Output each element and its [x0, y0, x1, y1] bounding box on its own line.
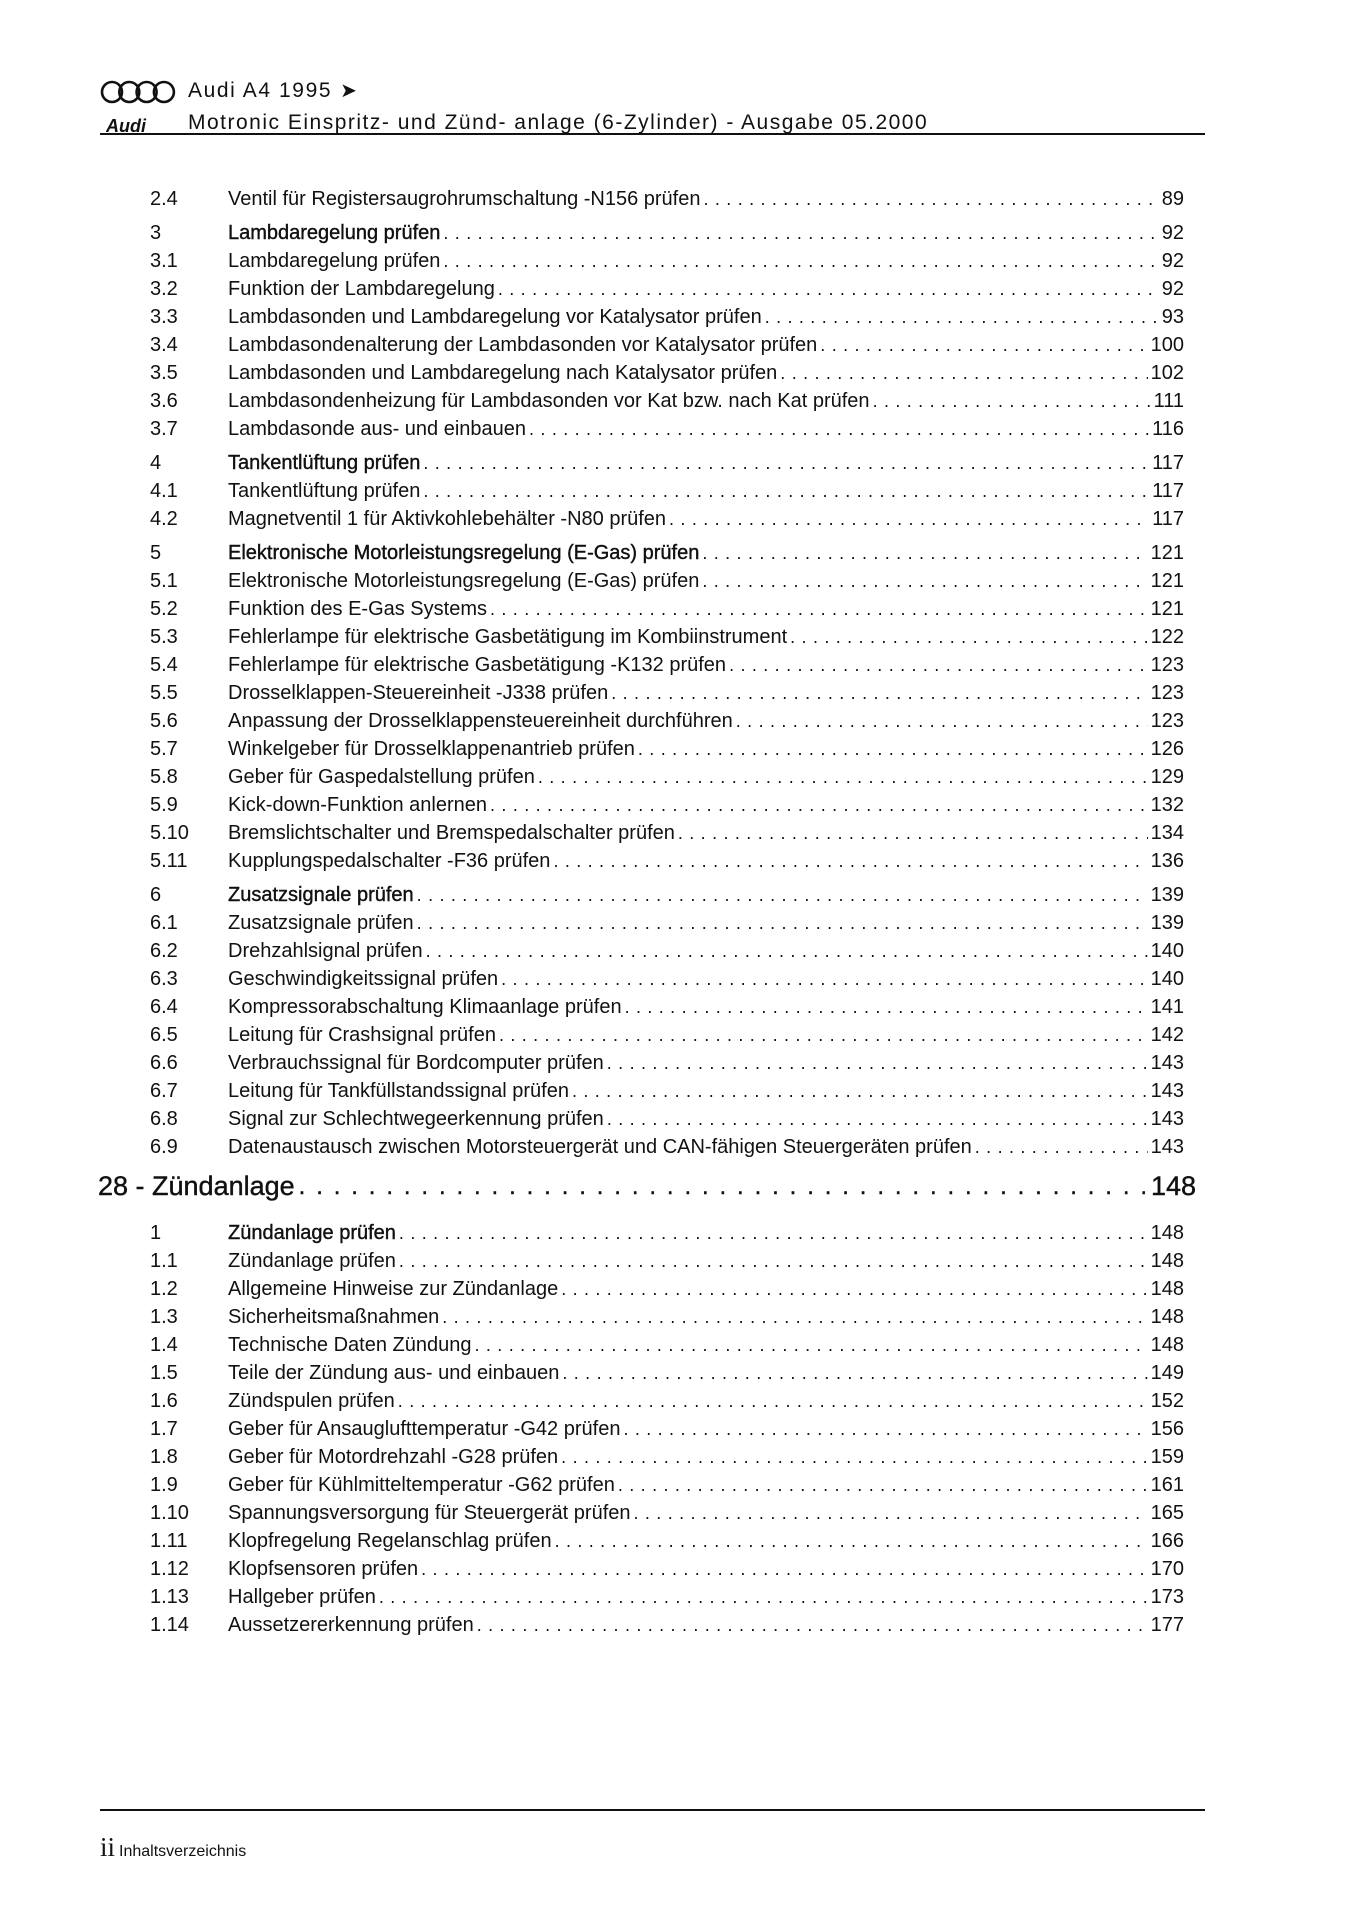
toc-section-entry[interactable]	[150, 1220, 1184, 1246]
toc-leader-dots	[702, 540, 1147, 566]
toc-entry-page: 140	[1150, 940, 1184, 962]
toc-entry-number: 6.8	[150, 1108, 178, 1130]
toc-entry-page: 132	[1150, 794, 1184, 816]
toc-leader-dots	[611, 680, 1147, 706]
toc-entry[interactable]	[150, 966, 1184, 992]
document-title-text: Audi A4 1995	[188, 79, 333, 102]
toc-entry-number: 3.6	[150, 390, 178, 412]
toc-entry-page: 89	[1161, 188, 1184, 210]
toc-entry[interactable]	[150, 332, 1184, 358]
toc-entry-title: Elektronische Motorleistungsregelung (E-Gas) prüfen	[228, 570, 700, 592]
toc-leader-dots	[399, 1220, 1148, 1246]
toc-entry[interactable]	[150, 1472, 1184, 1498]
toc-entry-page: 116	[1152, 418, 1184, 440]
page-number: ii	[100, 1832, 116, 1862]
chapter-title: 28 - Zündanlage	[98, 1171, 295, 1201]
toc-entry-number: 1.11	[150, 1530, 188, 1552]
toc-leader-dots	[625, 994, 1148, 1020]
toc-entry-page: 148	[1150, 1278, 1184, 1300]
toc-entry-title: Tankentlüftung prüfen	[228, 452, 421, 474]
toc-entry-number: 1.9	[150, 1474, 178, 1496]
toc-entry-title: Geber für Gaspedalstellung prüfen	[228, 766, 535, 788]
arrow-right-icon: ➤	[340, 80, 359, 102]
footer-label: Inhaltsverzeichnis	[119, 1843, 247, 1860]
document-subtitle: Motronic Einspritz- und Zünd- anlage (6-Zylinder) - Ausgabe 05.2000	[188, 111, 929, 134]
toc-leader-dots	[975, 1134, 1148, 1160]
toc-leader-dots	[417, 910, 1148, 936]
toc-leader-dots	[702, 568, 1147, 594]
toc-leader-dots	[442, 1304, 1147, 1330]
toc-leader-dots	[501, 966, 1147, 992]
toc-entry[interactable]	[150, 1106, 1184, 1132]
toc-entry-page: 129	[1150, 766, 1184, 788]
toc-entry[interactable]	[150, 994, 1184, 1020]
toc-entry-title: Geber für Ansauglufttemperatur -G42 prüfen	[228, 1418, 621, 1440]
toc-entry-title: Elektronische Motorleistungsregelung (E-Gas) prüfen	[228, 542, 700, 564]
toc-entry-title: Sicherheitsmaßnahmen	[228, 1306, 440, 1328]
toc-entry-page: 148	[1150, 1250, 1184, 1272]
toc-entry-title: Funktion des E-Gas Systems	[228, 598, 487, 620]
toc-entry-page: 141	[1150, 996, 1184, 1018]
toc-entry[interactable]	[150, 680, 1184, 706]
toc-entry-title: Bremslichtschalter und Bremspedalschalter prüfen	[228, 822, 675, 844]
toc-entry-page: 140	[1150, 968, 1184, 990]
toc-entry-number: 1.10	[150, 1502, 189, 1524]
toc-entry-page: 123	[1150, 682, 1184, 704]
toc-entry-title: Aussetzererkennung prüfen	[228, 1614, 474, 1636]
toc-entry[interactable]	[150, 568, 1184, 594]
toc-leader-dots	[607, 1106, 1148, 1132]
toc-section-entry[interactable]	[150, 882, 1184, 908]
toc-entry[interactable]	[150, 708, 1184, 734]
toc-entry-title: Magnetventil 1 für Aktivkohlebehälter -N80 prüfen	[228, 508, 667, 530]
toc-entry-number: 5.2	[150, 598, 178, 620]
toc-entry[interactable]	[150, 1500, 1184, 1526]
toc-entry-page: 149	[1150, 1362, 1184, 1384]
toc-leader-dots	[623, 1416, 1147, 1442]
toc-entry-title: Winkelgeber für Drosselklappenantrieb prüfen	[228, 738, 635, 760]
toc-section-entry[interactable]	[150, 450, 1184, 476]
toc-entry-title: Fehlerlampe für elektrische Gasbetätigung im Kombiinstrument	[228, 626, 788, 648]
toc-entry-number: 4	[150, 452, 162, 474]
toc-leader-dots	[765, 304, 1159, 330]
toc-entry-number: 6	[150, 884, 162, 906]
toc-entry[interactable]	[150, 478, 1184, 504]
toc-entry-number: 5.5	[150, 682, 178, 704]
toc-leader-dots	[423, 478, 1149, 504]
toc-entry-title: Tankentlüftung prüfen	[228, 480, 421, 502]
toc-entry-page: 92	[1161, 278, 1184, 300]
toc-entry-number: 6.3	[150, 968, 178, 990]
toc-leader-dots	[398, 1388, 1148, 1414]
toc-entry-title: Zündanlage prüfen	[228, 1222, 396, 1244]
toc-entry-number: 5	[150, 542, 162, 564]
toc-leader-dots	[299, 1171, 1147, 1203]
toc-entry[interactable]	[150, 764, 1184, 790]
toc-entry-number: 5.1	[150, 570, 178, 592]
toc-entry[interactable]	[150, 1528, 1184, 1554]
toc-entry-page: 142	[1150, 1024, 1184, 1046]
toc-entry[interactable]	[150, 596, 1184, 622]
toc-entry-page: 139	[1150, 884, 1184, 906]
toc-entry-number: 6.6	[150, 1052, 178, 1074]
toc-entry-title: Geber für Motordrehzahl -G28 prüfen	[228, 1446, 559, 1468]
toc-entry-title: Klopfregelung Regelanschlag prüfen	[228, 1530, 552, 1552]
toc-leader-dots	[736, 708, 1148, 734]
toc-entry-number: 4.2	[150, 508, 178, 530]
toc-entry-number: 3.3	[150, 306, 178, 328]
toc-entry-title: Lambdasondenalterung der Lambdasonden vor Katalysator prüfen	[228, 334, 818, 356]
toc-entry-title: Zündanlage prüfen	[228, 1250, 396, 1272]
chapter-page: 148	[1150, 1171, 1196, 1201]
toc-leader-dots	[475, 1332, 1148, 1358]
audi-rings-icon	[100, 80, 176, 104]
toc-entry-title: Kick-down-Funktion anlernen	[228, 794, 488, 816]
toc-entry-number: 6.2	[150, 940, 178, 962]
toc-entry-title: Lambdasonden und Lambdaregelung nach Katalysator prüfen	[228, 362, 778, 384]
toc-leader-dots	[729, 652, 1148, 678]
toc-leader-dots	[490, 596, 1148, 622]
toc-entry-number: 1.3	[150, 1306, 178, 1328]
toc-leader-dots	[499, 1022, 1148, 1048]
toc-entry-page: 143	[1150, 1052, 1184, 1074]
toc-entry[interactable]	[150, 186, 1184, 212]
toc-entry-page: 148	[1150, 1222, 1184, 1244]
toc-entry-number: 5.8	[150, 766, 178, 788]
toc-leader-dots	[703, 186, 1158, 212]
toc-entry-title: Funktion der Lambdaregelung	[228, 278, 495, 300]
toc-entry-title: Zusatzsignale prüfen	[228, 884, 414, 906]
toc-entry-number: 3	[150, 222, 162, 244]
toc-entry-title: Verbrauchssignal für Bordcomputer prüfen	[228, 1052, 604, 1074]
toc-entry-page: 123	[1150, 654, 1184, 676]
toc-entry-page: 173	[1150, 1586, 1184, 1608]
toc-leader-dots	[379, 1584, 1148, 1610]
toc-entry-page: 121	[1150, 570, 1184, 592]
toc-entry-number: 6.5	[150, 1024, 178, 1046]
toc-entry[interactable]	[150, 1444, 1184, 1470]
toc-entry-page: 92	[1161, 222, 1184, 244]
toc-leader-dots	[417, 882, 1148, 908]
toc-leader-dots	[555, 1528, 1148, 1554]
toc-entry-title: Lambdaregelung prüfen	[228, 222, 441, 244]
toc-leader-dots	[529, 416, 1149, 442]
toc-entry-number: 5.3	[150, 626, 178, 648]
toc-entry-title: Leitung für Crashsignal prüfen	[228, 1024, 496, 1046]
toc-leader-dots	[426, 938, 1148, 964]
toc-section-entry[interactable]	[150, 540, 1184, 566]
toc-entry-title: Datenaustausch zwischen Motorsteuergerät und CAN-fähigen Steuergeräten prüfen	[228, 1136, 972, 1158]
toc-entry[interactable]	[150, 1022, 1184, 1048]
toc-entry-number: 1.7	[150, 1418, 178, 1440]
toc-leader-dots	[561, 1444, 1147, 1470]
toc-entry-number: 1.1	[150, 1250, 178, 1272]
toc-leader-dots	[638, 736, 1148, 762]
toc-leader-dots	[498, 276, 1159, 302]
toc-entry-title: Leitung für Tankfüllstandssignal prüfen	[228, 1080, 569, 1102]
toc-entry-page: 122	[1150, 626, 1184, 648]
toc-entry-number: 3.1	[150, 250, 178, 272]
toc-entry-number: 6.7	[150, 1080, 178, 1102]
toc-entry[interactable]	[150, 1416, 1184, 1442]
toc-entry-title: Klopfsensoren prüfen	[228, 1558, 419, 1580]
toc-leader-dots	[780, 360, 1147, 386]
toc-entry-page: 117	[1152, 452, 1184, 474]
toc-entry-title: Drosselklappen-Steuereinheit -J338 prüfen	[228, 682, 609, 704]
toc-entry-page: 117	[1152, 508, 1184, 530]
toc-entry-page: 92	[1161, 250, 1184, 272]
toc-entry[interactable]	[150, 248, 1184, 274]
toc-entry[interactable]	[150, 820, 1184, 846]
toc-entry-number: 1.5	[150, 1362, 178, 1384]
toc-entry-title: Zündspulen prüfen	[228, 1390, 395, 1412]
header-divider	[100, 133, 1205, 135]
toc-entry[interactable]	[150, 1276, 1184, 1302]
toc-entry-number: 3.2	[150, 278, 178, 300]
toc-entry[interactable]	[150, 792, 1184, 818]
toc-entry[interactable]	[150, 1332, 1184, 1358]
toc-entry-number: 4.1	[150, 480, 178, 502]
toc-entry-number: 1.4	[150, 1334, 178, 1356]
toc-entry-page: 156	[1150, 1418, 1184, 1440]
toc-entry-page: 143	[1150, 1108, 1184, 1130]
toc-entry-page: 159	[1150, 1446, 1184, 1468]
toc-entry[interactable]	[150, 1248, 1184, 1274]
toc-entry-page: 148	[1150, 1306, 1184, 1328]
toc-leader-dots	[490, 792, 1148, 818]
toc-leader-dots	[790, 624, 1147, 650]
toc-entry-title: Geber für Kühlmitteltemperatur -G62 prüfen	[228, 1474, 615, 1496]
toc-entry-page: 134	[1150, 822, 1184, 844]
toc-entry[interactable]	[150, 360, 1184, 386]
toc-entry[interactable]	[150, 1078, 1184, 1104]
toc-entry[interactable]	[150, 848, 1184, 874]
toc-entry-page: 161	[1150, 1474, 1184, 1496]
toc-entry-page: 166	[1150, 1530, 1184, 1552]
toc-entry-title: Geschwindigkeitssignal prüfen	[228, 968, 499, 990]
toc-entry-page: 139	[1150, 912, 1184, 934]
toc-entry-page: 111	[1153, 390, 1184, 412]
toc-entry[interactable]	[150, 1612, 1184, 1638]
toc-entry-number: 2.4	[150, 188, 178, 210]
toc-entry-page: 93	[1161, 306, 1184, 328]
toc-entry-page: 177	[1150, 1614, 1184, 1636]
toc-entry-number: 1	[150, 1222, 162, 1244]
toc-entry-title: Ventil für Registersaugrohrumschaltung -N156 prüfen	[228, 188, 701, 210]
toc-entry-number: 5.7	[150, 738, 178, 760]
toc-entry[interactable]	[150, 388, 1184, 414]
toc-entry-title: Kupplungspedalschalter -F36 prüfen	[228, 850, 551, 872]
toc-entry-page: 143	[1150, 1136, 1184, 1158]
toc-entry-page: 117	[1152, 480, 1184, 502]
toc-leader-dots	[538, 764, 1148, 790]
toc-entry-number: 5.9	[150, 794, 178, 816]
toc-entry[interactable]	[150, 624, 1184, 650]
toc-entry[interactable]	[150, 1050, 1184, 1076]
toc-entry[interactable]	[150, 1584, 1184, 1610]
toc-entry-number: 6.1	[150, 912, 178, 934]
toc-leader-dots	[678, 820, 1148, 846]
toc-entry-title: Zusatzsignale prüfen	[228, 912, 414, 934]
toc-entry-number: 1.6	[150, 1390, 178, 1412]
toc-leader-dots	[423, 450, 1149, 476]
toc-leader-dots	[477, 1612, 1148, 1638]
toc-entry-page: 102	[1150, 362, 1184, 384]
toc-entry-page: 170	[1150, 1558, 1184, 1580]
toc-entry-title: Teile der Zündung aus- und einbauen	[228, 1362, 560, 1384]
toc-entry[interactable]	[150, 416, 1184, 442]
toc-entry-page: 100	[1150, 334, 1184, 356]
page-footer	[100, 1832, 246, 1863]
toc-entry[interactable]	[150, 652, 1184, 678]
toc-leader-dots	[553, 848, 1147, 874]
toc-leader-dots	[820, 332, 1147, 358]
toc-leader-dots	[607, 1050, 1148, 1076]
toc-section-entry[interactable]	[150, 220, 1184, 246]
toc-leader-dots	[443, 248, 1158, 274]
toc-entry-title: Lambdaregelung prüfen	[228, 250, 441, 272]
toc-entry-number: 5.4	[150, 654, 178, 676]
toc-leader-dots	[873, 388, 1151, 414]
toc-entry[interactable]	[150, 304, 1184, 330]
toc-entry[interactable]	[150, 736, 1184, 762]
toc-entry-number: 3.7	[150, 418, 178, 440]
toc-entry[interactable]	[150, 1304, 1184, 1330]
toc-entry-page: 165	[1150, 1502, 1184, 1524]
toc-entry[interactable]	[150, 1360, 1184, 1386]
toc-entry-title: Lambdasondenheizung für Lambdasonden vor Kat bzw. nach Kat prüfen	[228, 390, 870, 412]
toc-entry-number: 1.8	[150, 1446, 178, 1468]
toc-entry-number: 1.12	[150, 1558, 189, 1580]
toc-leader-dots	[562, 1360, 1147, 1386]
toc-leader-dots	[634, 1500, 1148, 1526]
toc-leader-dots	[443, 220, 1158, 246]
document-title	[188, 78, 359, 103]
toc-entry[interactable]	[150, 276, 1184, 302]
toc-entry-page: 152	[1150, 1390, 1184, 1412]
footer-divider	[100, 1809, 1205, 1811]
toc-entry-title: Fehlerlampe für elektrische Gasbetätigung -K132 prüfen	[228, 654, 727, 676]
toc-entry-number: 3.4	[150, 334, 178, 356]
toc-leader-dots	[399, 1248, 1148, 1274]
toc-leader-dots	[561, 1276, 1147, 1302]
toc-entry-page: 123	[1150, 710, 1184, 732]
svg-text:Audi: Audi	[106, 116, 146, 136]
toc-entry-title: Lambdasonden und Lambdaregelung vor Katalysator prüfen	[228, 306, 762, 328]
toc-entry-number: 1.13	[150, 1586, 189, 1608]
toc-entry-page: 143	[1150, 1080, 1184, 1102]
toc-entry-title: Spannungsversorgung für Steuergerät prüfen	[228, 1502, 631, 1524]
toc-entry[interactable]	[150, 910, 1184, 936]
toc-entry-number: 5.11	[150, 850, 188, 872]
toc-entry-page: 121	[1150, 598, 1184, 620]
toc-entry[interactable]	[150, 1556, 1184, 1582]
toc-entry-number: 5.6	[150, 710, 178, 732]
toc-leader-dots	[669, 506, 1149, 532]
toc-entry-title: Hallgeber prüfen	[228, 1586, 376, 1608]
toc-entry-title: Anpassung der Drosselklappensteuereinheit durchführen	[228, 710, 733, 732]
toc-entry-number: 6.4	[150, 996, 178, 1018]
toc-entry-number: 1.14	[150, 1614, 189, 1636]
toc-entry-title: Lambdasonde aus- und einbauen	[228, 418, 527, 440]
toc-entry[interactable]	[150, 938, 1184, 964]
toc-entry-title: Drehzahlsignal prüfen	[228, 940, 423, 962]
toc-entry-title: Allgemeine Hinweise zur Zündanlage	[228, 1278, 559, 1300]
toc-entry[interactable]	[150, 1134, 1184, 1160]
toc-entry-title: Signal zur Schlechtwegeerkennung prüfen	[228, 1108, 604, 1130]
toc-entry-page: 148	[1150, 1334, 1184, 1356]
toc-entry-number: 6.9	[150, 1136, 178, 1158]
toc-entry-page: 121	[1150, 542, 1184, 564]
toc-entry-page: 126	[1150, 738, 1184, 760]
toc-leader-dots	[421, 1556, 1147, 1582]
toc-entry-title: Kompressorabschaltung Klimaanlage prüfen	[228, 996, 622, 1018]
toc-leader-dots	[618, 1472, 1148, 1498]
toc-entry[interactable]	[150, 1388, 1184, 1414]
toc-entry-number: 1.2	[150, 1278, 178, 1300]
toc-entry-page: 136	[1150, 850, 1184, 872]
chapter-heading[interactable]	[98, 1169, 1196, 1203]
toc-entry[interactable]	[150, 506, 1184, 532]
toc-entry-number: 5.10	[150, 822, 189, 844]
toc-entry-number: 3.5	[150, 362, 178, 384]
toc-entry-title: Technische Daten Zündung	[228, 1334, 472, 1356]
toc-leader-dots	[572, 1078, 1148, 1104]
